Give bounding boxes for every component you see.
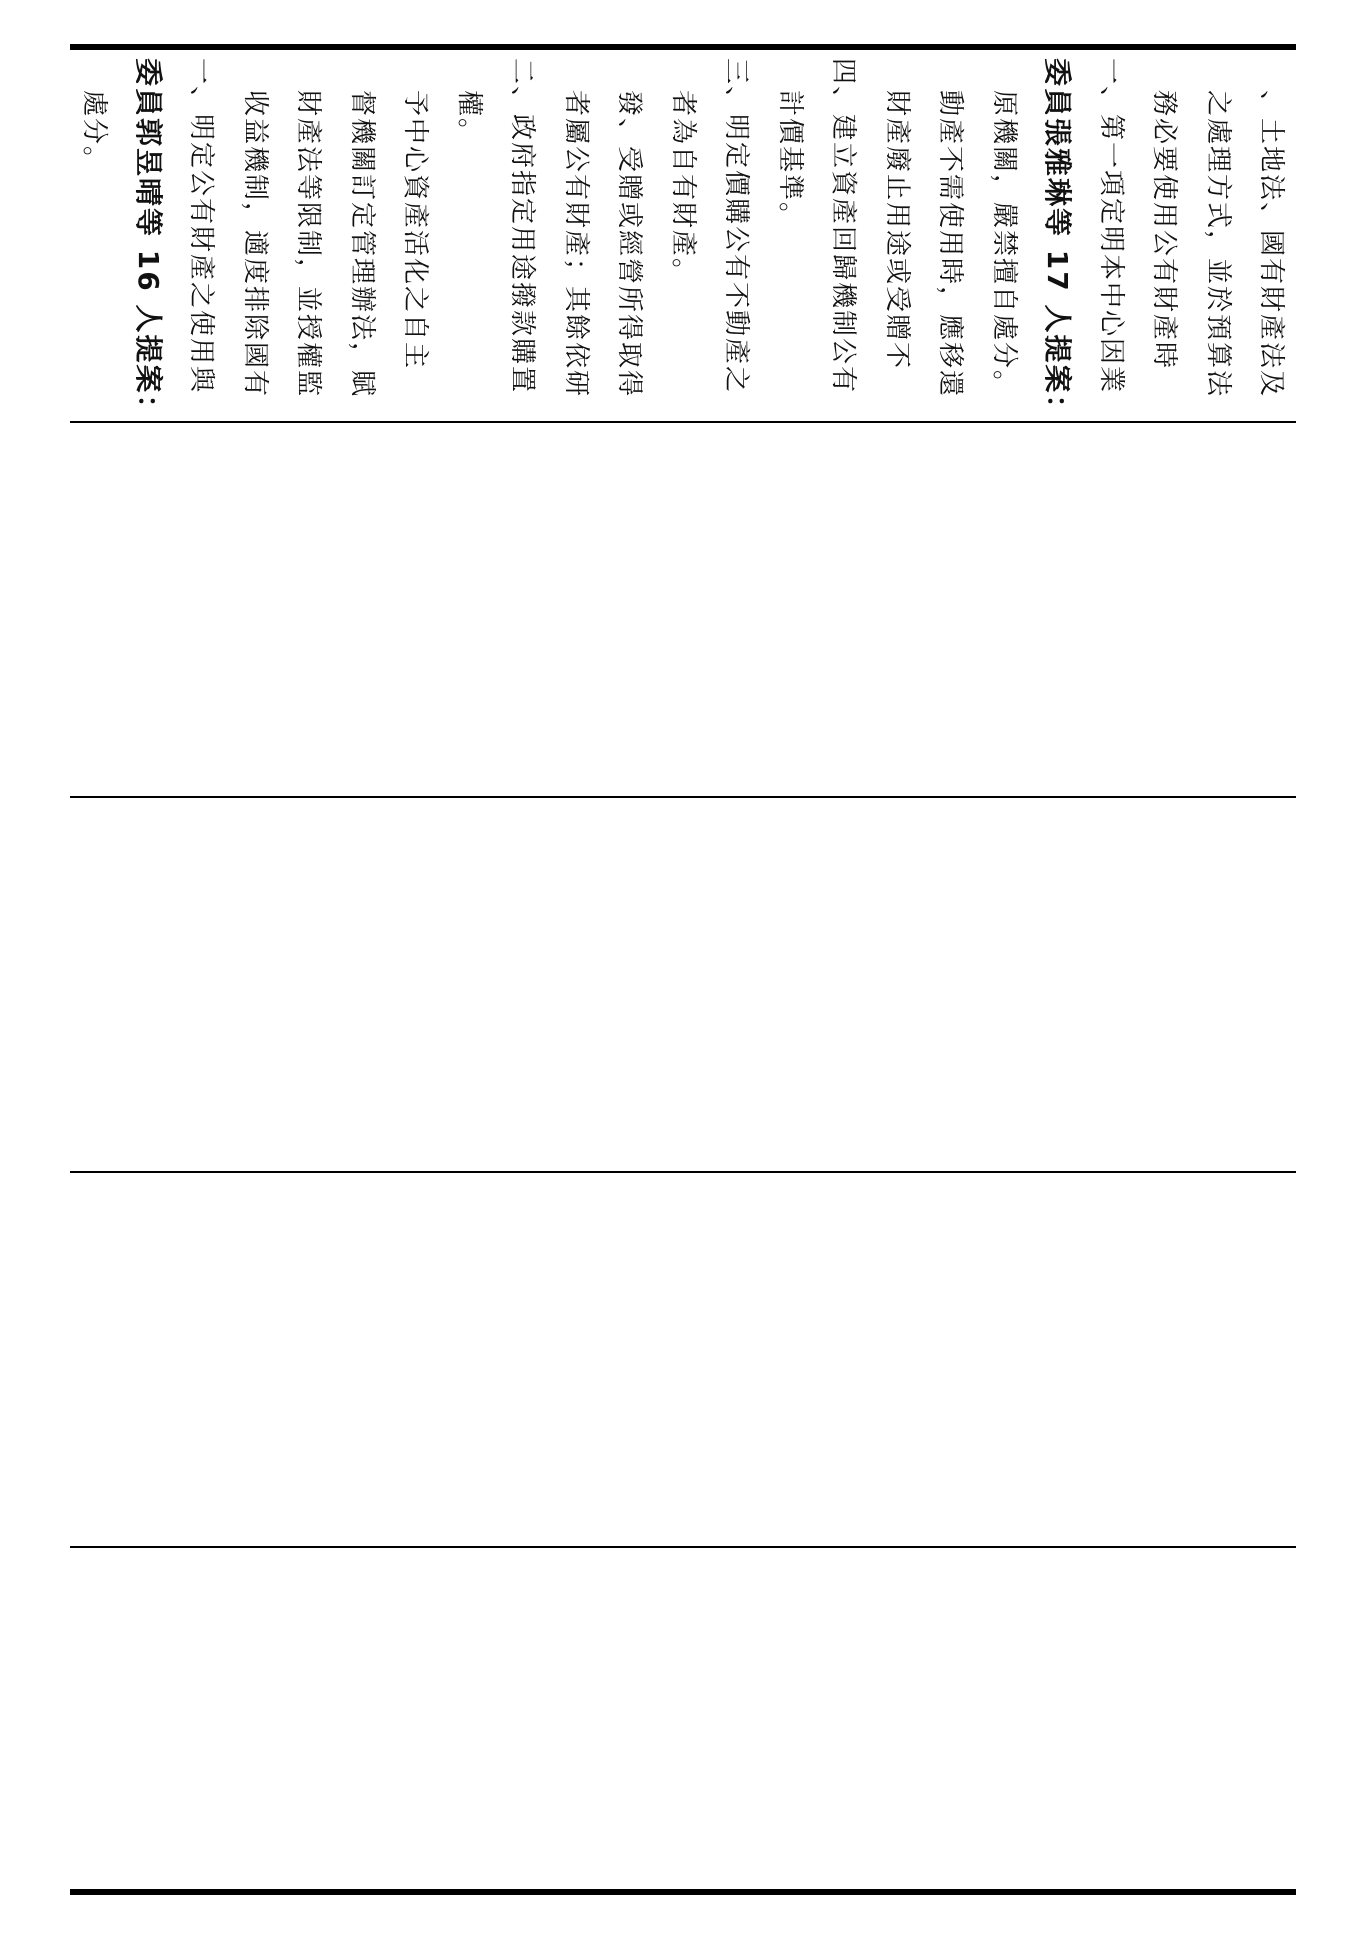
top-border [70,44,1296,50]
text-line: 動產不需使用時，應移還 [935,90,965,399]
text-column [504,58,548,408]
text-column [1253,58,1297,408]
text-column [237,58,281,408]
text-line: 處分。 [79,90,109,175]
text-line: 權。 [453,90,484,147]
text-column [986,58,1030,408]
text-column [718,58,762,408]
text-column [558,58,602,408]
text-line: 三、明定價購公有不動產之 [721,58,751,395]
text-line: 務必要使用公有財產時 [1149,90,1179,371]
text-line: 督機關訂定管理辦法，賦 [346,90,377,399]
text-column [344,58,388,408]
text-line: 財產廢止用途或受贈不 [881,90,912,371]
text-line: 者為自有財產。 [667,90,698,287]
text-column [879,58,923,408]
proposal-heading: 委員郭昱晴等 16 人提案： [131,58,165,425]
explanation-text-panel [76,58,1296,425]
text-line: 、土地法、國有財產法及 [1256,90,1286,399]
bottom-border [70,1889,1296,1895]
proposal-heading-column [130,58,174,425]
text-column [451,58,495,408]
text-column [932,58,976,408]
text-column [772,58,816,408]
text-column [397,58,441,408]
text-line: 發、受贈或經營所得取得 [614,90,644,399]
proposal-heading-column [1039,58,1083,425]
text-column [1200,58,1244,408]
text-line: 原機關，嚴禁擅自處分。 [988,90,1019,399]
text-column [1146,58,1190,408]
text-line: 財產法等限制，並授權監 [293,90,323,399]
text-line: 二、政府指定用途撥款購置 [507,58,537,395]
row-divider-2 [70,796,1296,798]
row-divider-3 [70,1171,1296,1173]
text-column [611,58,655,408]
text-line: 一、第一項定明本中心因業 [1095,58,1126,395]
row-divider-1 [70,421,1296,423]
text-column [290,58,334,408]
text-line: 予中心資產活化之自主 [400,90,430,371]
row-divider-4 [70,1546,1296,1548]
proposal-heading: 委員張雅琳等 17 人提案： [1041,58,1074,425]
text-line: 收益機制，適度排除國有 [239,90,270,399]
text-column [665,58,709,408]
text-column [825,58,869,408]
text-line: 之處理方式，並於預算法 [1202,90,1233,399]
text-line: 者屬公有財產；其餘依研 [560,90,591,399]
text-column [1093,58,1137,408]
text-column [183,58,227,408]
text-line: 一、明定公有財產之使用與 [186,58,216,395]
text-line: 四、建立資產回歸機制公有 [828,58,858,395]
text-column [76,58,120,408]
text-line: 計價基準。 [774,90,805,231]
